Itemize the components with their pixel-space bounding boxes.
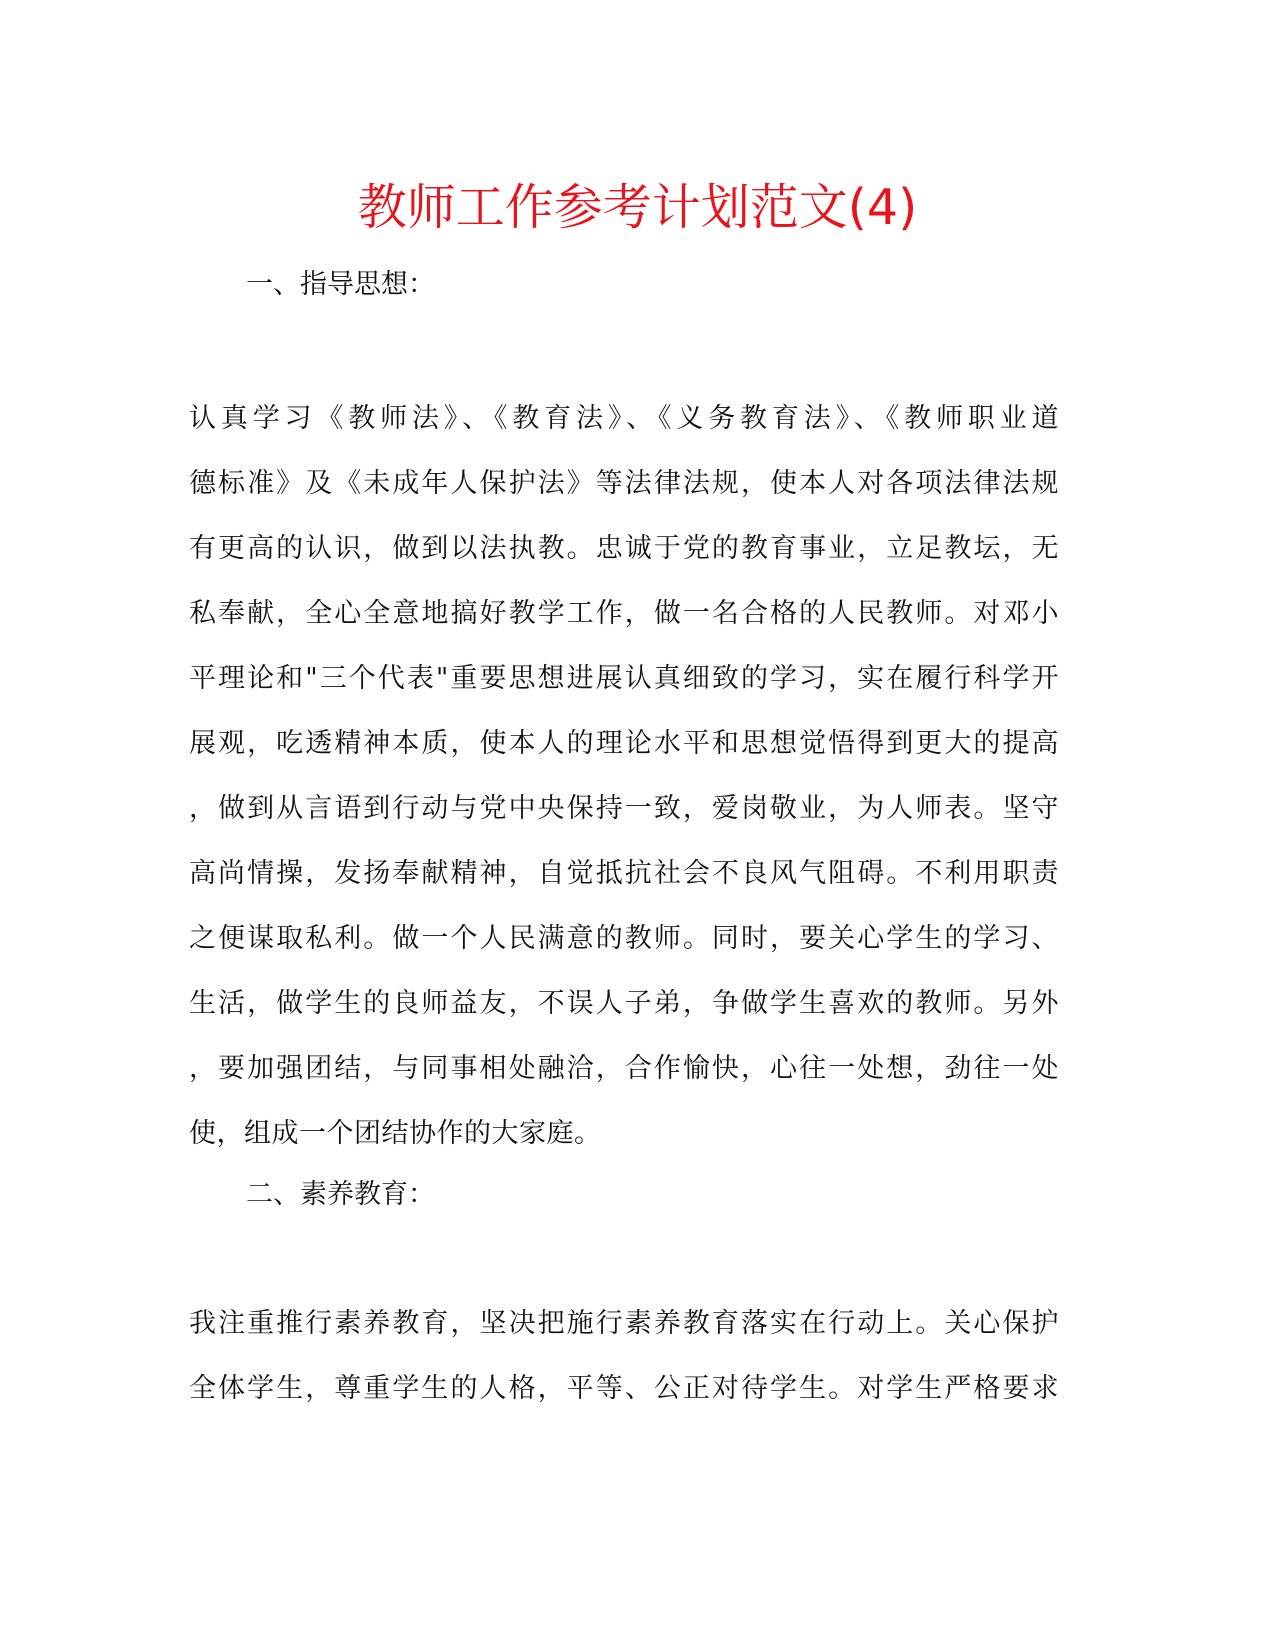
paragraph-line: 展观，吃透精神本质，使本人的理论水平和思想觉悟得到更大的提高 xyxy=(189,728,1059,759)
paragraph-line: ，做到从言语到行动与党中央保持一致，爱岗敬业，为人师表。坚守 xyxy=(189,793,1059,824)
section-paragraph-quality-education xyxy=(189,1291,1059,1421)
paragraph-line: 高尚情操，发扬奉献精神，自觉抵抗社会不良风气阻碍。不利用职责 xyxy=(189,858,1059,889)
paragraph-line: 全体学生，尊重学生的人格，平等、公正对待学生。对学生严格要求 xyxy=(189,1373,1059,1404)
paragraph-line: ，要加强团结，与同事相处融洽，合作愉快，心往一处想，劲往一处 xyxy=(189,1053,1059,1084)
paragraph-line: 平理论和"三个代表"重要思想进展认真细致的学习，实在履行科学开 xyxy=(189,663,1059,694)
section-heading-guiding-ideology: 一、指导思想： xyxy=(246,269,435,300)
section-paragraph-guiding-ideology xyxy=(189,386,1059,1166)
paragraph-line: 有更高的认识，做到以法执教。忠诚于党的教育事业，立足教坛，无 xyxy=(189,533,1059,564)
paragraph-line: 我注重推行素养教育，坚决把施行素养教育落实在行动上。关心保护 xyxy=(189,1308,1059,1339)
paragraph-line: 私奉献，全心全意地搞好教学工作，做一名合格的人民教师。对邓小 xyxy=(189,598,1059,629)
paragraph-line: 认真学习《教师法》、《教育法》、《义务教育法》、《教师职业道 xyxy=(189,403,1059,434)
paragraph-line: 使，组成一个团结协作的大家庭。 xyxy=(189,1118,602,1149)
section-heading-quality-education: 二、素养教育： xyxy=(246,1179,435,1210)
document-title: 教师工作参考计划范文(4) xyxy=(357,179,918,236)
paragraph-line: 德标准》及《未成年人保护法》等法律法规，使本人对各项法律法规 xyxy=(189,468,1059,499)
paragraph-line: 之便谋取私利。做一个人民满意的教师。同时，要关心学生的学习、 xyxy=(189,923,1059,954)
paragraph-line: 生活，做学生的良师益友，不误人子弟，争做学生喜欢的教师。另外 xyxy=(189,988,1059,1019)
